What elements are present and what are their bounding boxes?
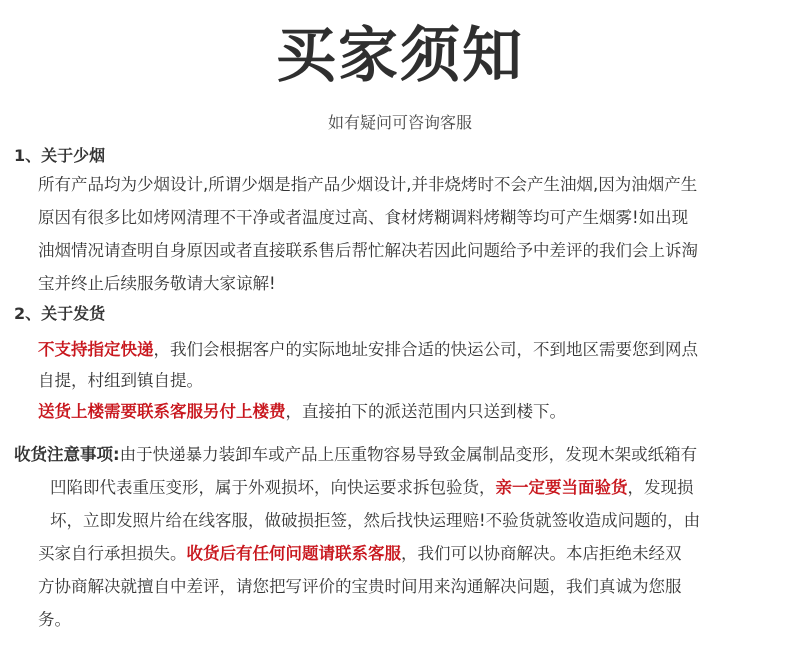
shipping-line-3 [38, 395, 566, 428]
receipt-line-6: 务。 [38, 610, 71, 629]
page-title: 买家须知 [276, 21, 524, 91]
contact-service-notice: 收货后有任何问题请联系客服 [186, 544, 401, 563]
section-body-smoke-line-2: 原因有很多比如烤网清理不干净或者温度过高、食材烤糊调料烤糊等均可产生烟雾!如出现 [38, 208, 689, 227]
receipt-line-3: 坏，立即发照片给在线客服，做破损拒签，然后找快运理赔!不验货就签收造成问题的，由 [50, 511, 701, 530]
receipt-line-4-start: 买家自行承担损失。 [38, 544, 187, 563]
section-body-smoke-line-1: 所有产品均为少烟设计,所谓少烟是指产品少烟设计,并非烧烤时不会产生油烟,因为油烟产生 [38, 175, 698, 194]
receipt-line-2 [50, 471, 694, 504]
inspect-on-delivery-notice: 亲一定要当面验货 [495, 478, 628, 497]
receipt-line-4-end: ，我们可以协商解决。本店拒绝未经双 [401, 544, 682, 563]
receipt-line-1 [14, 438, 697, 471]
shipping-line-1 [38, 333, 698, 366]
shipping-line-2: 自提，村组到镇自提。 [38, 371, 203, 390]
receipt-line-1-text: 由于快递暴力装卸车或产品上压重物容易导致金属制品变形，发现木架或纸箱有 [119, 445, 698, 464]
receipt-line-5: 方协商解决就擅自中差评，请您把写评价的宝贵时间用来沟通解决问题，我们真诚为您服 [38, 577, 682, 596]
section-heading-smoke: 1、关于少烟 [14, 146, 106, 165]
receipt-notes-label: 收货注意事项: [14, 445, 120, 464]
receipt-line-4 [38, 537, 682, 570]
no-courier-choice-notice: 不支持指定快递 [38, 340, 154, 359]
section-body-smoke-line-4: 宝并终止后续服务敬请大家谅解! [38, 274, 276, 293]
section-heading-shipping: 2、关于发货 [14, 304, 106, 323]
section-body-smoke-line-3: 油烟情况请查明自身原因或者直接联系售后帮忙解决若因此问题给予中差评的我们会上诉淘 [38, 241, 698, 260]
shipping-line-1-text: ，我们会根据客户的实际地址安排合适的快运公司，不到地区需要您到网点 [153, 340, 698, 359]
receipt-line-2-end: ，发现损 [627, 478, 694, 497]
shipping-line-3-text: ，直接拍下的派送范围内只送到楼下。 [285, 402, 566, 421]
receipt-line-2-text: 凹陷即代表重压变形，属于外观损坏，向快运要求拆包验货， [50, 478, 496, 497]
upstairs-fee-notice: 送货上楼需要联系客服另付上楼费 [38, 402, 286, 421]
page-subtitle: 如有疑问可咨询客服 [327, 113, 472, 132]
